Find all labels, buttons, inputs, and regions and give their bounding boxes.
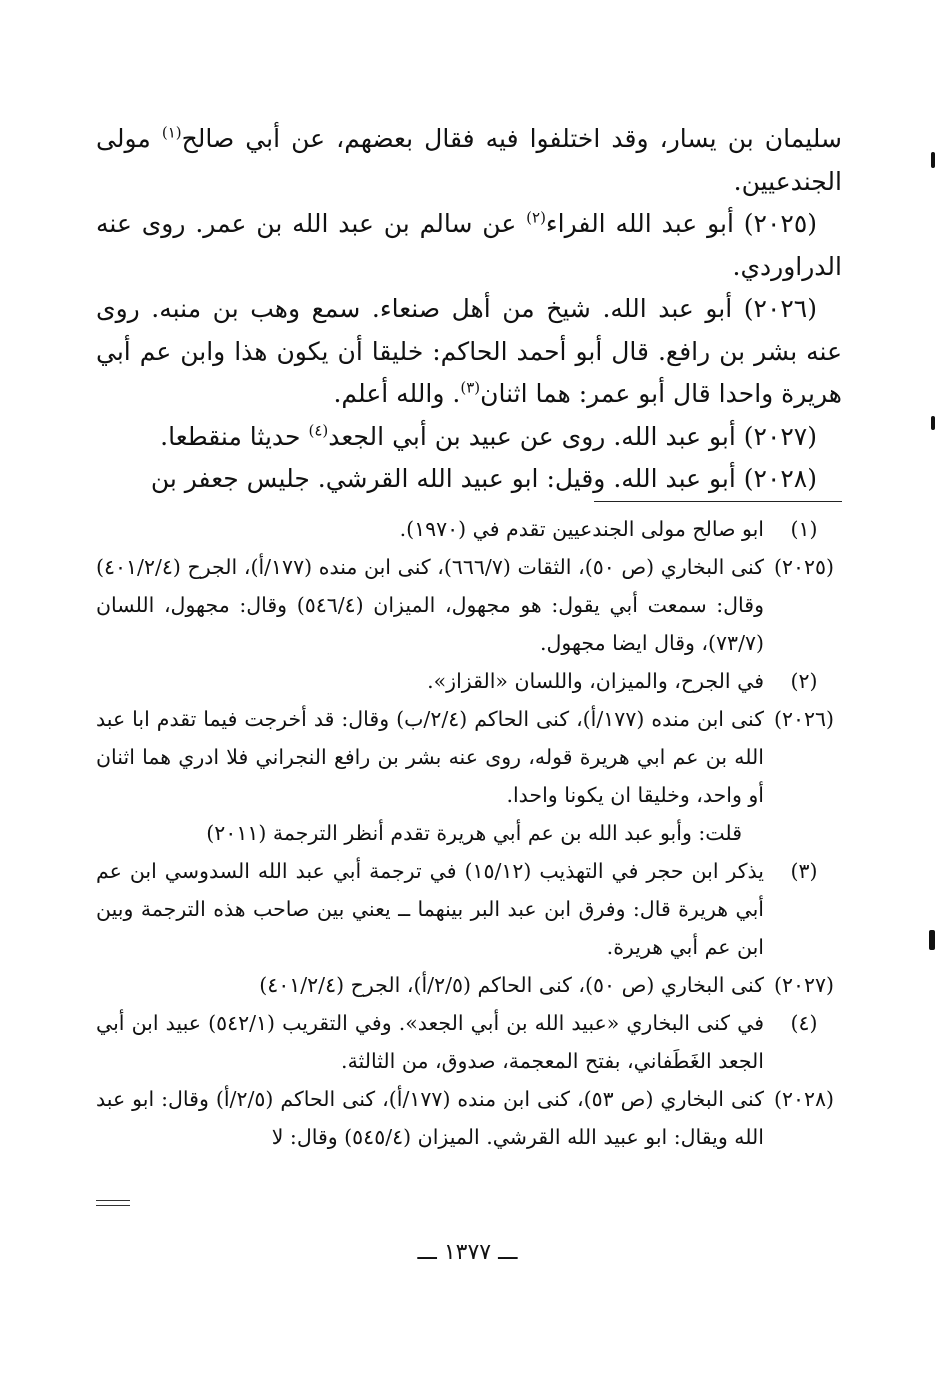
main-paragraph: سليمان بن يسار، وقد اختلفوا فيه فقال بعضهم، عن أبي صالح$^{(١)}$ مولى الجندعيين. bbox=[96, 123, 842, 196]
footnote bbox=[96, 852, 844, 966]
footnote-ref: (٤) bbox=[308, 421, 329, 440]
footnote-text: ابو صالح مولى الجندعيين تقدم في (١٩٧٠). bbox=[399, 517, 764, 541]
scan-edge-mark bbox=[929, 930, 935, 950]
footnotes bbox=[96, 510, 844, 1156]
footnote-ref: (١) bbox=[161, 123, 182, 142]
footnote-label: (٣) bbox=[790, 859, 818, 883]
footnote-text: كنى البخاري (ص ٥٣)، كنى ابن منده (١٧٧/أ)، كنى الحاكم (٢/٥/أ) وقال: ابو عبد الله ويقال: ابو عبيد الله القرشي. الميزان (٥٤٥/٤) وقال: لا bbox=[96, 1087, 764, 1149]
footnote-label: (٤) bbox=[790, 1011, 818, 1035]
entry-2027: (٢٠٢٧) أبو عبد الله. روى عن عبيد بن أبي الجعد$^{(٤)}$ حديثا منقطعا. bbox=[160, 421, 817, 451]
footnote-label: (٢) bbox=[790, 669, 818, 693]
footnote-separator bbox=[594, 501, 842, 502]
main-text bbox=[96, 118, 842, 501]
footnote bbox=[96, 700, 844, 814]
footnote bbox=[96, 966, 844, 1004]
footnote-label: (٢٠٢٦) bbox=[773, 707, 835, 731]
continuation-mark bbox=[96, 1200, 130, 1206]
footnote bbox=[96, 1080, 844, 1156]
footnote-text: في كنى البخاري «عبيد الله بن أبي الجعد». وفي التقريب (٥٤٢/١) عبيد ابن أبي الجعد الغَطَفاني، بفتح المعجمة، صدوق، من الثالثة. bbox=[96, 1011, 765, 1073]
footnote-label: (١) bbox=[790, 517, 818, 541]
entry-2028: (٢٠٢٨) أبو عبد الله. وقيل: ابو عبيد الله القرشي. جليس جعفر بن bbox=[150, 464, 817, 493]
footnote bbox=[96, 510, 844, 548]
footnote-label: (٢٠٢٥) bbox=[773, 555, 835, 579]
footnote-text: يذكر ابن حجر في التهذيب (١٥/١٢) في ترجمة أبي عبد الله السدوسي ابن عم أبي هريرة قال: وفرق ابن عبد البر بينهما ــ يعني بين صاحب هذه الترجمة وبين ابن عم أبي هريرة. bbox=[96, 859, 765, 959]
footnote-text: كنى ابن منده (١٧٧/أ)، كنى الحاكم (٢/٤/ب) وقال: قد أخرجت فيما تقدم ابا عبد الله بن عم ابي هريرة قوله، روى عنه بشر بن رافع النجراني فلا ادري هما اثنان أو واحد، وخليقا ان يكونا واحدا. bbox=[96, 707, 764, 807]
scan-edge-mark bbox=[931, 152, 935, 168]
footnote-label: (٢٠٢٨) bbox=[773, 1087, 835, 1111]
footnote-text: في الجرح، والميزان، واللسان «القزاز». bbox=[427, 669, 764, 693]
footnote-text: كنى البخاري (ص ٥٠)، كنى الحاكم (٢/٥/أ)، الجرح (٤٠١/٢/٤) bbox=[259, 973, 764, 997]
footnote-text: قلت: وأبو عبد الله بن عم أبي هريرة تقدم أنظر الترجمة (٢٠١١) bbox=[206, 821, 742, 845]
page-number: ـــ ١٣٧٧ ـــ bbox=[417, 1240, 518, 1265]
footnote bbox=[96, 548, 844, 662]
footnote-ref: (٣) bbox=[460, 378, 481, 397]
footnote-label: (٢٠٢٧) bbox=[773, 973, 835, 997]
footnote bbox=[96, 662, 844, 700]
footnote bbox=[96, 1004, 844, 1080]
footnote-continuation bbox=[96, 814, 844, 852]
entry-2025: (٢٠٢٥) أبو عبد الله الفراء$^{(٢)}$ عن سالم بن عبد الله بن عمر. روى عنه الدراوردي. bbox=[96, 208, 842, 281]
entry-2026: (٢٠٢٦) أبو عبد الله. شيخ من أهل صنعاء. سمع وهب بن منبه. روى عنه بشر بن رافع. قال أبو أحمد الحاكم: خليقا أن يكون هذا وابن عم أبي هريرة واحدا قال أبو عمر: هما اثنان$^{(٣)}$. والله أعلم. bbox=[96, 294, 842, 408]
scan-edge-mark bbox=[931, 416, 935, 430]
footnote-text: كنى البخاري (ص ٥٠)، الثقات (٦٦٦/٧)، كنى ابن منده (١٧٧/أ)، الجرح (٤٠١/٢/٤) وقال: سمعت أبي يقول: هو مجهول، الميزان (٥٤٦/٤) وقال: مجهول، اللسان (٧٣/٧)، وقال ايضا مجهول. bbox=[96, 555, 765, 655]
footnote-ref: (٢) bbox=[526, 208, 546, 227]
